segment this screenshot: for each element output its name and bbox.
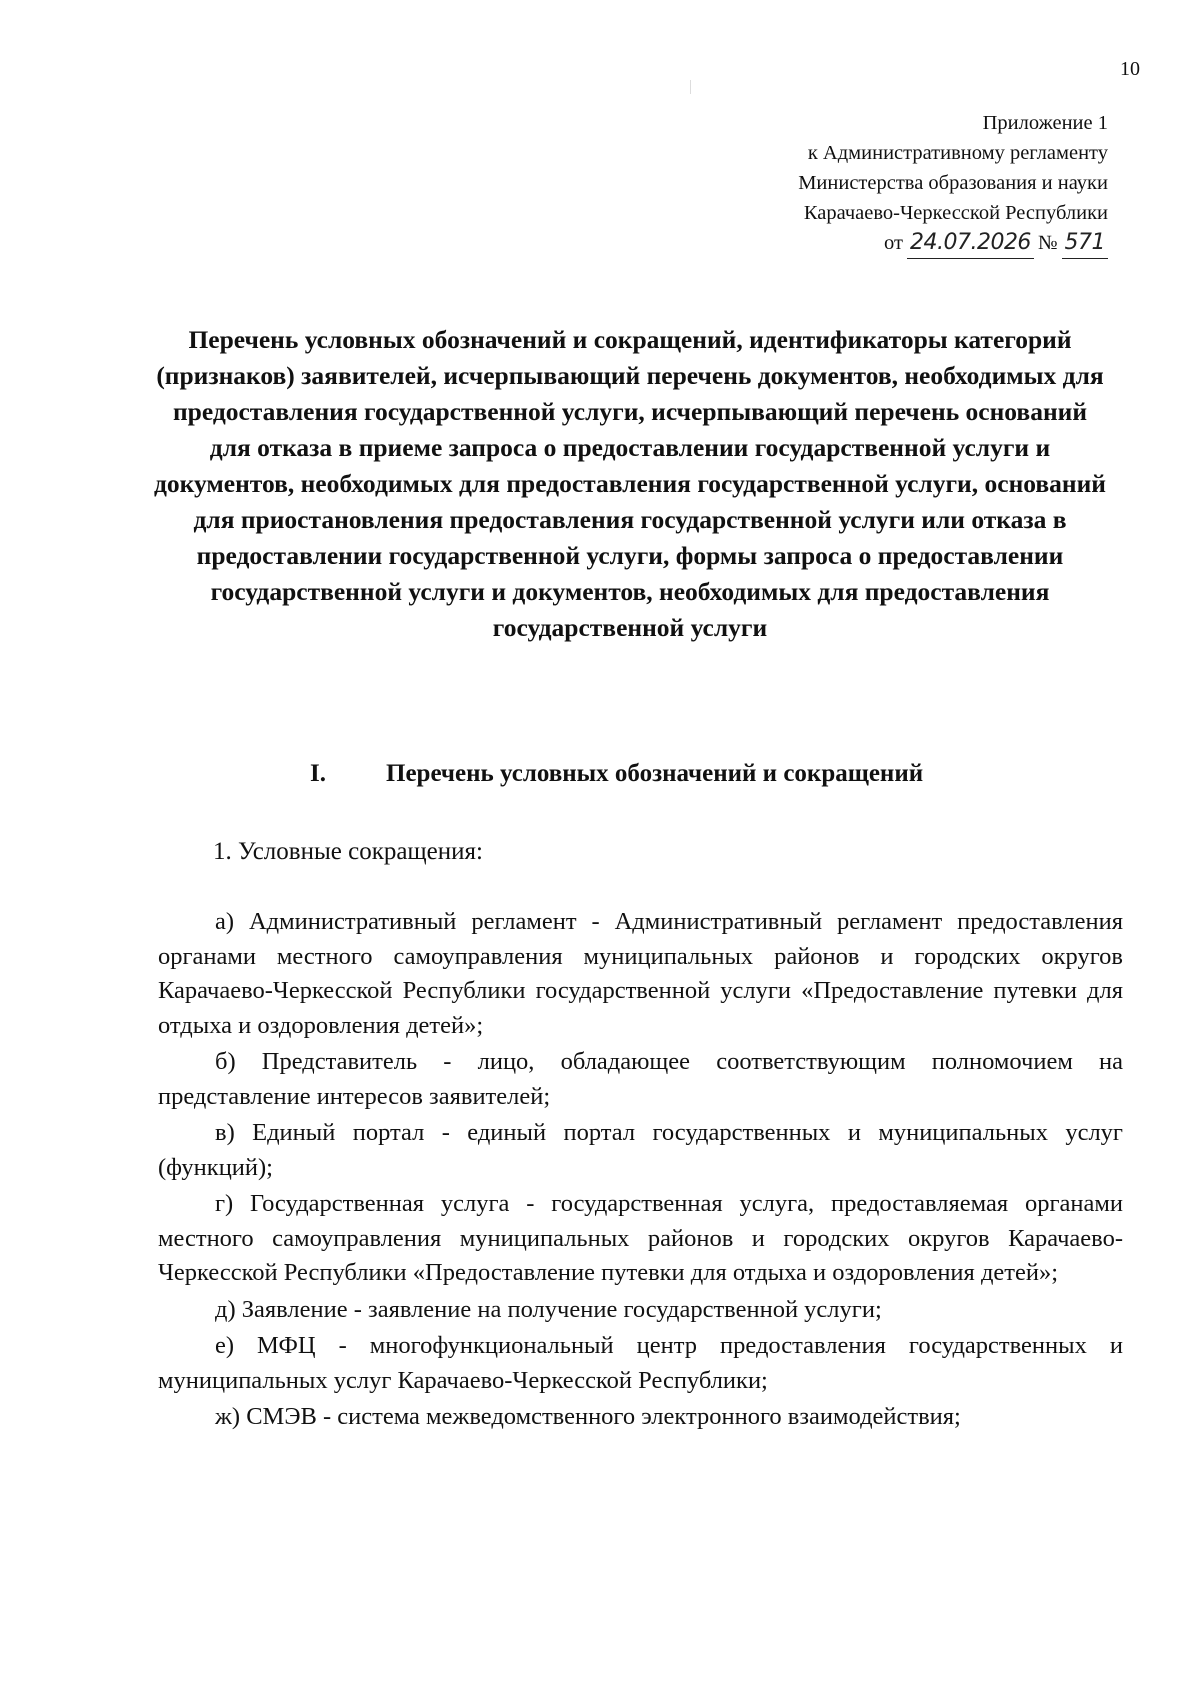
subsection-heading: 1. Условные сокращения: (213, 838, 483, 865)
section-title: Перечень условных обозначений и сокращений (386, 760, 924, 787)
annex-line-3: Министерства образования и науки (798, 172, 1108, 194)
handwritten-date: 24.07.2026 (907, 228, 1034, 259)
date-prefix: от (884, 232, 903, 254)
annex-header (588, 108, 1108, 259)
page-number: 10 (1120, 58, 1140, 80)
list-item: в) Единый портал - единый портал государственных и муниципальных услуг (функций); (158, 1119, 1123, 1181)
list-item: е) МФЦ - многофункциональный центр предоставления государственных и муниципальных услуг Карачаево-Черкесской Республики; (158, 1332, 1123, 1394)
annex-line-1: Приложение 1 (982, 112, 1108, 134)
annex-line-4: Карачаево-Черкесской Республики (803, 202, 1108, 224)
section-heading (310, 760, 1070, 788)
number-prefix: № (1037, 232, 1058, 254)
section-number: I. (310, 760, 326, 787)
handwritten-number: 571 (1062, 228, 1109, 259)
scan-artifact (690, 80, 691, 94)
document-title: Перечень условных обозначений и сокращений, идентификаторы категорий (признаков) заявителей, исчерпывающий перечень документов, необходимых для предоставления государственной услуги, исчерпывающий перечень оснований для отказа в приеме запроса о предоставлении государственной услуги и документов, необходимых для предоставления государственной услуги, оснований для приостановления предоставления государственной услуги или отказа в предоставлении государственной услуги, формы запроса о предоставлении государственной услуги и документов, необходимых для предоставления государственной услуги (154, 325, 1106, 642)
annex-line-2: к Административному регламенту (807, 142, 1108, 164)
list-item: ж) СМЭВ - система межведомственного электронного взаимодействия; (215, 1403, 961, 1430)
list-item: а) Административный регламент - Административный регламент предоставления органами местного самоуправления муниципальных районов и городских округов Карачаево-Черкесской Республики государственной услуги «Предоставление путевки для отдыха и оздоровления детей»; (158, 908, 1123, 1039)
annex-date-line (588, 228, 1108, 259)
list-item: д) Заявление - заявление на получение государственной услуги; (215, 1295, 882, 1323)
list-item: б) Представитель - лицо, обладающее соответствующим полномочием на представление интересов заявителей; (158, 1048, 1123, 1110)
abbreviations-list (158, 905, 1123, 1437)
list-item: г) Государственная услуга - государственная услуга, предоставляемая органами местного самоуправления муниципальных районов и городских округов Карачаево-Черкесской Республики «Предоставление путевки для отдыха и оздоровления детей»; (158, 1190, 1123, 1286)
